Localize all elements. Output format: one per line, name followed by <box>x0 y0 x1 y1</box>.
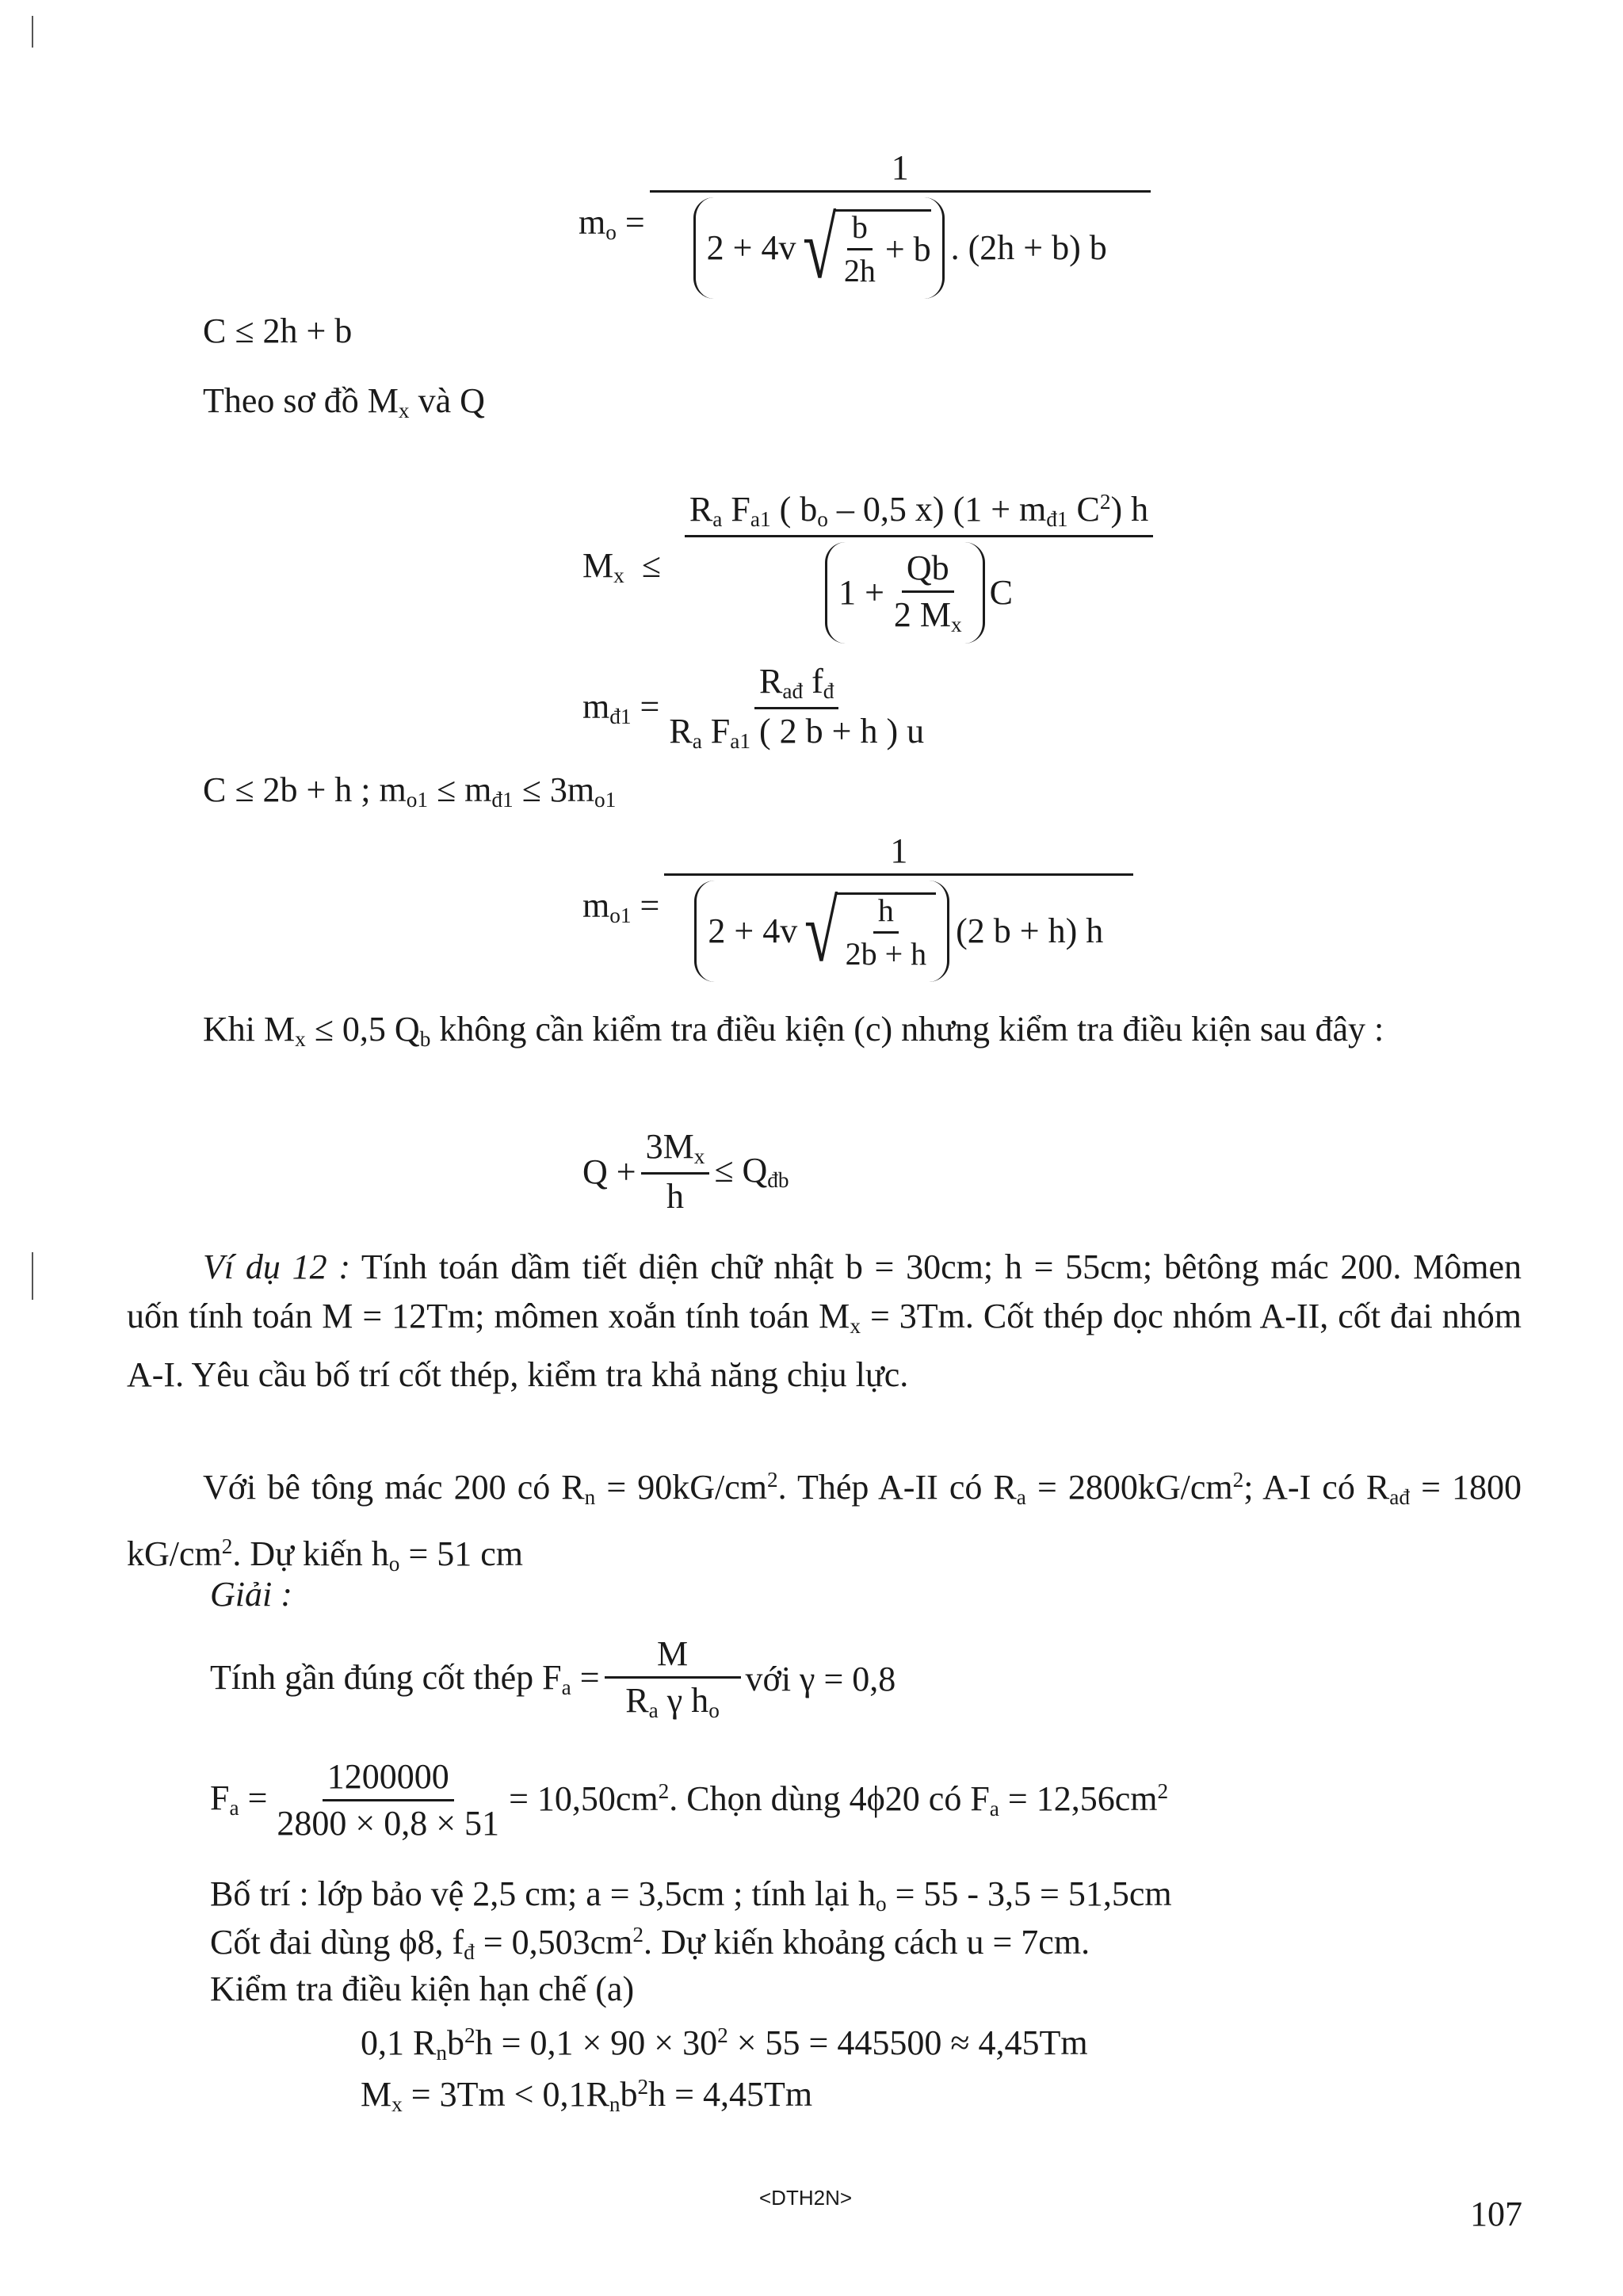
solution-label: Giải : <box>210 1575 292 1614</box>
formula-mo: $m_o$ = 1 2 + 4v √ $\frac{b}{2h}$ + b . (2h + b) b <box>579 151 1155 299</box>
formula-fa-calc: $F_a$ = $\frac{1200000}{2800 \times 0,8 \times 51}$ = $10,50cm^2$. Chọn dùng 4ϕ20 có $F_a = 12,56cm^2$ <box>210 1757 1169 1843</box>
footer-code: <DTH2N> <box>759 2186 853 2210</box>
page-number: 107 <box>1470 2195 1522 2233</box>
sqrt-sign: √ <box>804 883 838 980</box>
theo-so-do-line: Theo sơ đồ $M_x$ và Q <box>203 381 485 422</box>
example-12-paragraph: Ví dụ 12 : Tính toán dầm tiết diện chữ nhật b = 30cm; h = 55cm; bêtông mác 200. Mômen uốn tính toán M = 12Tm; mômen xoắn tính toán $M_x = 3Tm$. Cốt thép dọc nhóm A-II, cốt đai nhóm A-I. Yêu cầu bố trí cốt thép, kiểm tra khả năng chịu lực. <box>127 1247 1522 1394</box>
c-limit-2: C ≤ 2b + h ; $m_{o1} \le m_{đ1} \le 3m_{o1}$ <box>203 770 617 812</box>
scan-edge-mark <box>32 1252 33 1300</box>
formula-md1: $m_{đ1}$ = $\frac{R_{ađ} f_đ}{R_a F_{a1} ( 2 b + h ) u}$ <box>582 662 925 753</box>
c-limit-1: C ≤ 2h + b <box>203 311 353 350</box>
material-data-paragraph: Với bê tông mác 200 có $R_n = 90kG/cm^2$. Thép A-II có $R_a = 2800kG/cm^2$; A-I có $R_{ađ} = 1800$ $kG/cm^2$. Dự kiến $h_o = 51$ cm <box>127 1468 1522 1576</box>
solution-line-cot-dai: Cốt đai dùng ϕ8, $f_đ = 0,503cm^2$. Dự kiến khoảng cách u = 7cm. <box>210 1923 1090 1964</box>
sqrt-sign: √ <box>803 200 837 296</box>
formula-mx-inequality: $M_x$ ≤ $R_a$ $F_{a1}$ ( $b_o - 0,5$ x) ($1 + m_{đ1}$ $C^2$) h 1 + $\frac{Qb}{2 M_x}$ C <box>582 491 1158 644</box>
khi-paragraph: Khi $M_x \le 0,5$ $Q_b$ không cần kiểm tra điều kiện (c) nhưng kiểm tra điều kiện sau đây : <box>203 1010 1384 1051</box>
scan-edge-mark <box>32 16 33 48</box>
formula-fa-approx: Tính gần đúng cốt thép $F_a$ = $\frac{M}{R_a \gamma h_o}$ với γ = 0,8 <box>210 1634 896 1722</box>
solution-line-calc-1: 0,1 $R_nb^2h = 0,1 \times 90 \times 30^2 \times 55 = 445500 \approx 4,45Tm$ <box>361 2023 1088 2065</box>
solution-line-bo-tri: Bố trí : lớp bảo vệ 2,5 cm; a = 3,5cm ; tính lại $h_o = 55 - 3,5 = 51,5cm$ <box>210 1874 1172 1916</box>
formula-mo1: $m_{o1}$ = 1 2 + 4v √ $\frac{h}{2b + h}$ (2 b + h) h <box>582 834 1138 982</box>
solution-line-kiem-tra: Kiểm tra điều kiện hạn chế (a) <box>210 1969 635 2008</box>
solution-line-calc-2: $M_x = 3Tm < 0,1R_nb^2h = 4,45Tm$ <box>361 2075 813 2116</box>
formula-q-inequality: Q + $\frac{3M_x}{h}$ ≤ $Q_{đb}$ <box>582 1127 789 1217</box>
